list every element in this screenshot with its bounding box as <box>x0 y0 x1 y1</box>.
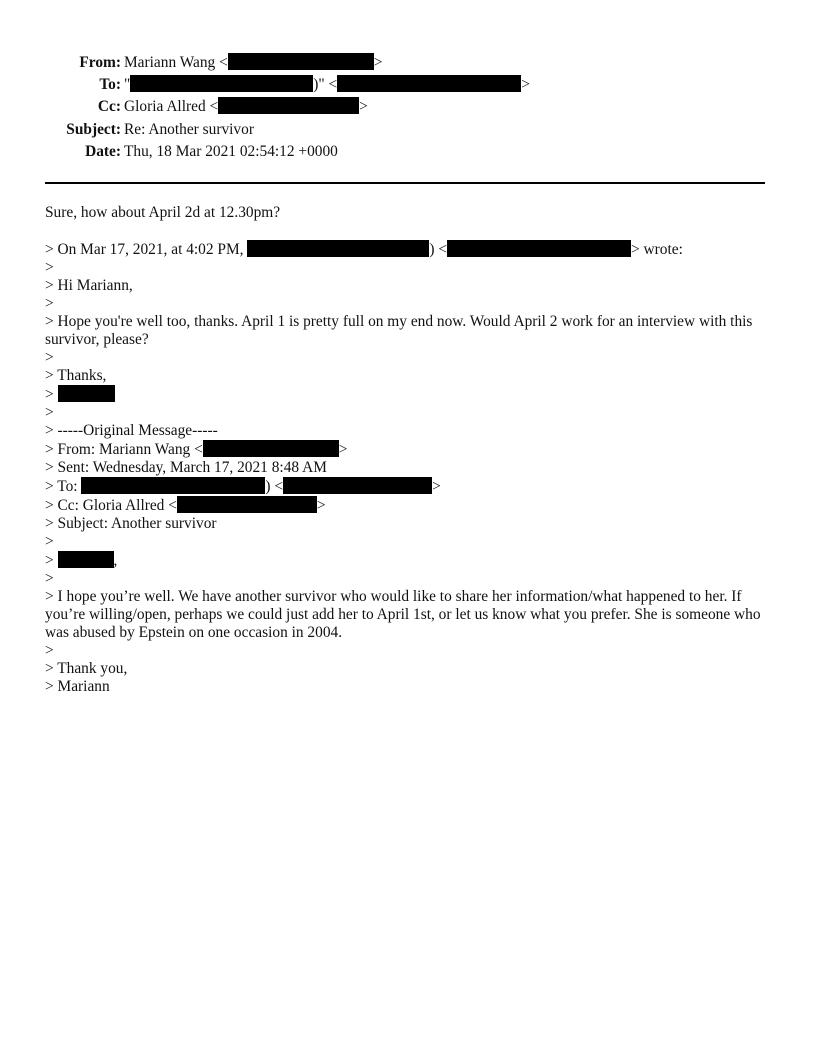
date-label: Date: <box>85 142 121 160</box>
cc-row <box>0 96 816 118</box>
quote-intro <box>45 240 775 259</box>
subject-value: Re: Another survivor <box>124 120 254 138</box>
quote-marker: > <box>45 570 54 587</box>
to-row <box>0 74 816 96</box>
redaction-block <box>58 385 115 402</box>
quoted-thanks: > Thanks, <box>45 367 107 384</box>
quote-marker: > <box>45 386 54 403</box>
original-to-close: > <box>432 478 441 495</box>
quote-intro-prefix: > On Mar 17, 2021, at 4:02 PM, <box>45 241 248 258</box>
quote-marker: > <box>45 349 54 366</box>
from-label: From: <box>79 54 121 71</box>
subject-row <box>0 119 816 141</box>
greeting-comma: , <box>113 552 118 569</box>
original-from-close: > <box>338 441 348 458</box>
quoted-greeting: > Hi Mariann, <box>45 277 133 294</box>
redaction-block <box>58 551 114 568</box>
redaction-block <box>228 53 374 70</box>
quoted-message: > Hope you're well too, thanks. April 1 is pretty full on my end now. Would April 2 work for an interview with this survivor, please? <box>45 313 753 348</box>
redaction-block <box>337 75 521 92</box>
redaction-block <box>447 240 631 257</box>
original-from <box>45 440 775 459</box>
original-greeting <box>45 551 775 570</box>
original-thank-you: > Thank you, <box>45 660 128 677</box>
email-header <box>0 52 816 163</box>
quote-marker: > <box>45 259 54 276</box>
to-mid: )" < <box>313 76 338 94</box>
reply-text: Sure, how about April 2d at 12.30pm? <box>45 204 281 221</box>
to-close: > <box>521 76 530 94</box>
redaction-block <box>177 496 317 513</box>
quote-intro-mid: ) < <box>429 241 447 258</box>
subject-label: Subject: <box>66 120 121 138</box>
redaction-block <box>203 440 339 457</box>
spacer <box>45 222 775 240</box>
date-value: Thu, 18 Mar 2021 02:54:12 +0000 <box>124 142 338 160</box>
original-from-prefix: > From: Mariann Wang < <box>45 441 203 458</box>
quote-marker: > <box>45 404 54 421</box>
redaction-block <box>81 477 265 494</box>
quote-marker: > <box>45 552 54 569</box>
original-subject: > Subject: Another survivor <box>45 515 217 532</box>
from-close: > <box>373 54 383 71</box>
original-message-separator: > -----Original Message----- <box>45 422 218 439</box>
redaction-block <box>283 477 432 494</box>
from-name: Mariann Wang < <box>124 54 228 71</box>
cc-close: > <box>359 98 368 116</box>
original-cc-close: > <box>316 497 326 514</box>
cc-label: Cc: <box>97 98 121 116</box>
email-body <box>45 204 775 696</box>
original-sent: > Sent: Wednesday, March 17, 2021 8:48 AM <box>45 459 327 476</box>
original-to <box>45 477 775 496</box>
redaction-block <box>218 97 359 114</box>
quote-intro-suffix: > wrote: <box>631 241 683 258</box>
quote-marker: > <box>45 295 54 312</box>
original-cc <box>45 496 775 515</box>
header-divider <box>45 182 765 184</box>
to-open: " <box>124 76 131 94</box>
date-row <box>0 141 816 163</box>
quote-marker: > <box>45 642 54 659</box>
original-cc-prefix: > Cc: Gloria Allred < <box>45 497 177 514</box>
original-signoff: > Mariann <box>45 678 110 695</box>
cc-name: Gloria Allred < <box>124 98 219 116</box>
quoted-signature <box>45 385 775 404</box>
quote-marker: > <box>45 533 54 550</box>
original-to-mid: ) < <box>265 478 284 495</box>
to-label: To: <box>99 76 121 94</box>
original-to-prefix: > To: <box>45 478 82 495</box>
redaction-block <box>130 75 313 92</box>
from-row <box>0 52 816 74</box>
original-message-text: > I hope you’re well. We have another survivor who would like to share her information/what happened to her. If you’re willing/open, perhaps we could just add her to April 1st, or let us know what you prefer. She is someone who was abused by Epstein on one occasion in 2004. <box>45 588 761 641</box>
redaction-block <box>247 240 429 257</box>
